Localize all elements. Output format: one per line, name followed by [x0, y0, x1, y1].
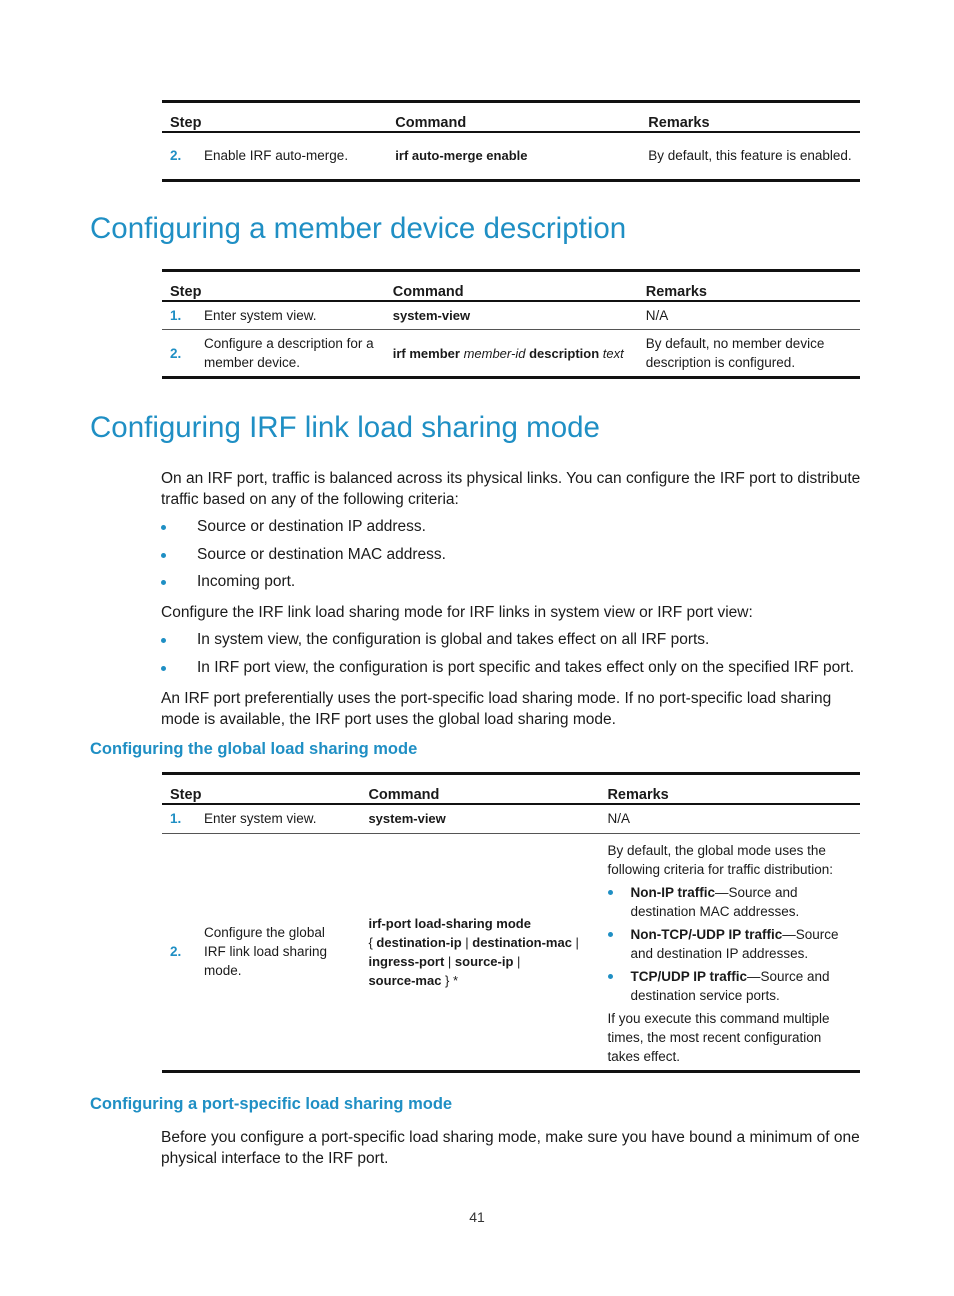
- command-separator: |: [461, 934, 473, 950]
- list-term: TCP/UDP IP traffic: [630, 968, 747, 984]
- command-keyword: ingress-port: [368, 953, 445, 969]
- auto-merge-table: [162, 100, 860, 182]
- bullet-icon: [161, 580, 166, 585]
- header-step: Step: [170, 115, 202, 131]
- command-keyword: destination-ip: [376, 934, 462, 950]
- list-item: [607, 883, 852, 921]
- header-command: Command: [368, 787, 440, 803]
- command-punct: } *: [441, 972, 459, 988]
- table-row: [162, 132, 860, 180]
- subsection-title-global: Configuring the global load sharing mode: [90, 740, 418, 758]
- step-text: Enter system view.: [204, 811, 317, 827]
- list-item-text: Source or destination MAC address.: [197, 545, 446, 563]
- views-list: [161, 629, 867, 684]
- closing-paragraph: An IRF port preferentially uses the port-specific load sharing mode. If no port-specific load sharing mode is available, the IRF port uses the global load sharing mode.: [161, 690, 832, 728]
- list-item-text: Incoming port.: [197, 573, 296, 590]
- remarks-text: N/A: [607, 811, 630, 827]
- command-text: irf auto-merge enable: [395, 148, 528, 164]
- command-argument: member-id: [463, 345, 526, 361]
- list-item: [161, 629, 867, 657]
- command-punct: {: [368, 934, 377, 950]
- command-keyword: irf-port load-sharing mode: [368, 915, 531, 931]
- bullet-icon: [608, 890, 613, 895]
- step-number: 2.: [170, 148, 182, 164]
- command-keyword: source-mac: [368, 972, 442, 988]
- list-item: [607, 925, 852, 963]
- bullet-icon: [161, 666, 166, 671]
- criteria-list: [161, 516, 867, 599]
- table-header-row: [162, 271, 860, 302]
- list-item: [161, 657, 867, 685]
- table-header-row: [162, 102, 860, 133]
- command-separator: |: [571, 934, 579, 950]
- header-command: Command: [392, 284, 464, 300]
- list-item: [161, 544, 867, 572]
- step-number: 1.: [170, 811, 182, 827]
- step-text: Configure the global IRF link load sharing mode.: [204, 925, 328, 978]
- header-step: Step: [170, 787, 202, 803]
- command-separator: |: [513, 953, 521, 969]
- table-row: [162, 330, 860, 378]
- member-description-table: [162, 269, 860, 379]
- global-load-sharing-table: [162, 772, 860, 1073]
- section-title-load-sharing: Configuring IRF link load sharing mode: [90, 411, 600, 444]
- remarks-text: By default, this feature is enabled.: [648, 148, 852, 164]
- command-text: system-view: [392, 308, 471, 323]
- list-desc: —Source and destination service ports.: [630, 968, 830, 1003]
- bullet-icon: [161, 638, 166, 643]
- command-text: system-view: [368, 811, 446, 827]
- list-item: [161, 516, 867, 544]
- step-text: Configure a description for a member device.: [204, 336, 374, 370]
- header-remarks: Remarks: [645, 284, 707, 300]
- step-text: Enter system view.: [204, 308, 317, 323]
- command-text: [385, 330, 638, 378]
- port-specific-paragraph: Before you configure a port-specific load sharing mode, make sure you have bound a minimum of one physical interface to the IRF port.: [161, 1129, 860, 1167]
- remarks-text: By default, no member device description is configured.: [645, 336, 825, 370]
- list-item-text: In system view, the configuration is global and takes effect on all IRF ports.: [197, 631, 710, 648]
- remarks-cell: [599, 833, 860, 1071]
- command-separator: |: [444, 953, 455, 969]
- remarks-text: N/A: [645, 308, 669, 323]
- command-keyword: irf member: [392, 345, 460, 361]
- step-number: 2.: [170, 345, 182, 361]
- bullet-icon: [161, 525, 166, 530]
- list-term: Non-IP traffic: [630, 884, 715, 900]
- command-keyword: destination-mac: [472, 934, 572, 950]
- header-remarks: Remarks: [648, 115, 710, 131]
- command-argument: text: [602, 345, 624, 361]
- list-item: [161, 571, 867, 599]
- remarks-intro: By default, the global mode uses the following criteria for traffic distribution:: [607, 842, 834, 877]
- header-remarks: Remarks: [607, 787, 669, 803]
- bullet-icon: [608, 974, 613, 979]
- intro-paragraph: On an IRF port, traffic is balanced across its physical links. You can configure the IRF port to distribute traffic based on any of the following criteria:: [161, 470, 861, 508]
- list-item-text: In IRF port view, the configuration is port specific and takes effect only on the specified IRF port.: [197, 658, 855, 676]
- header-step: Step: [170, 284, 202, 300]
- command-keyword: source-ip: [454, 953, 514, 969]
- command-text: [360, 833, 599, 1071]
- remarks-outro: If you execute this command multiple times, the most recent configuration takes effect.: [607, 1010, 830, 1064]
- bullet-icon: [608, 932, 613, 937]
- table-row: [162, 301, 860, 330]
- list-term: Non-TCP/-UDP IP traffic: [630, 926, 783, 942]
- header-command: Command: [395, 115, 467, 131]
- step-number: 2.: [170, 944, 182, 959]
- list-desc: —Source and destination MAC addresses.: [630, 884, 800, 919]
- section-title-member-description: Configuring a member device description: [90, 212, 627, 245]
- page-number: 41: [469, 1209, 485, 1225]
- table-row: [162, 804, 860, 833]
- views-intro-paragraph: Configure the IRF link load sharing mode for IRF links in system view or IRF port view:: [161, 604, 753, 621]
- list-item: [607, 967, 852, 1005]
- list-item-text: Source or destination IP address.: [197, 518, 426, 535]
- step-number: 1.: [170, 308, 182, 323]
- step-text: Enable IRF auto-merge.: [204, 148, 349, 164]
- subsection-title-port-specific: Configuring a port-specific load sharing mode: [90, 1095, 453, 1113]
- list-desc: —Source and destination IP addresses.: [630, 926, 839, 961]
- table-header-row: [162, 774, 860, 805]
- table-row: [162, 833, 860, 1071]
- bullet-icon: [161, 553, 166, 558]
- command-keyword: description: [529, 345, 600, 361]
- remarks-list: [607, 883, 852, 1005]
